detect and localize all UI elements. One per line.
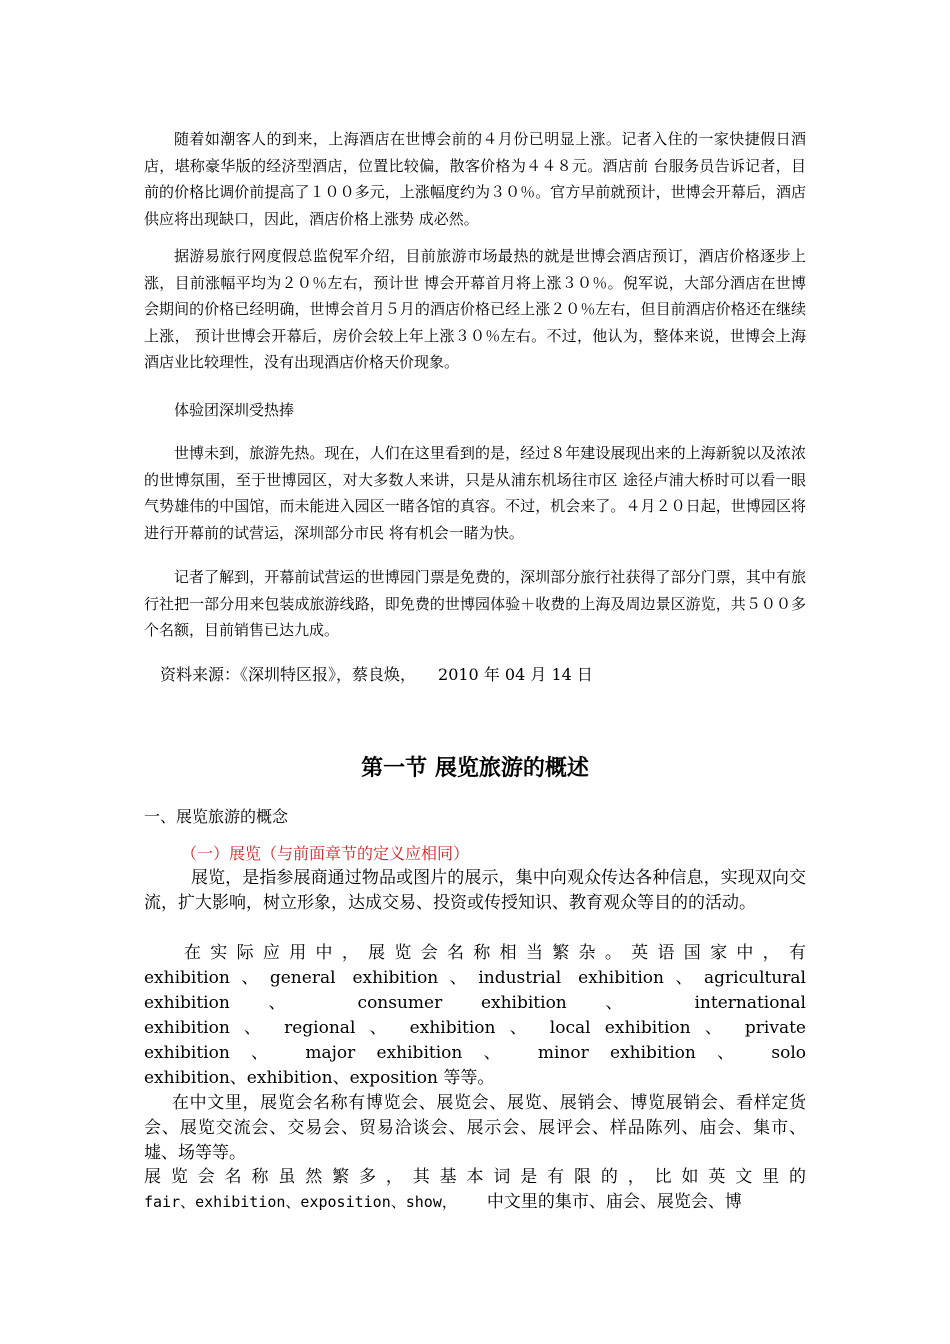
- text-line: 在 实 际 应 用 中 ， 展 览 会 名 称 相 当 繁 杂 。 英 语 国 家 中 ， 有: [184, 943, 806, 963]
- paragraph-hotel-prices: 随着如潮客人的到来，上海酒店在世博会前的４月份已明显上涨。记者入住的一家快捷假日酒店，堪称豪华版的经济型酒店，位置比较偏，散客价格为４４８元。酒店前 台服务员告诉记者，目前的价格比调价前提高了１００多元，上涨幅度约为３０％。官方早前就预计，世博会开幕后，酒店供应将出现缺口，因此，酒店价格上涨势 成必然。: [144, 130, 806, 228]
- paragraph-exhibition-names-chinese: 在中文里，展览会名称有博览会、展览会、展览、展销会、博览展销会、看样定货会、展览交流会、交易会、贸易洽谈会、展示会、展评会、样品陈列、庙会、集市、墟、场等等。: [144, 1093, 806, 1163]
- paragraph-exhibition-names-english: [144, 941, 806, 1091]
- paragraph-exhibition-definition: 展览，是指参展商通过物品或图片的展示，集中向观众传达各种信息，实现双向交流，扩大影响，树立形象，达成交易、投资或传授知识、教育观众等目的的活动。: [144, 868, 806, 913]
- text-line: exhibition、exhibition、exposition 等等。: [144, 1068, 495, 1088]
- subsubsection-title: （一）展览（与前面章节的定义应相同）: [181, 844, 470, 863]
- source-date: 2010 年 04 月 14 日: [438, 665, 593, 684]
- text-line: 展 览 会 名 称 虽 然 繁 多 ， 其 基 本 词 是 有 限 的 ， 比 如 英 文 里 的: [144, 1167, 806, 1187]
- subheading-shenzhen-tour: 体验团深圳受热捧: [174, 401, 295, 419]
- source-citation: [160, 661, 593, 689]
- subsection-title: 一、展览旅游的概念: [144, 807, 289, 826]
- text-line: exhibition、general exhibition、industrial exhibition、agricultural: [144, 968, 806, 988]
- text-line-english-terms: fair、exhibition、exposition、show，: [144, 1193, 457, 1211]
- paragraph-free-tickets: 记者了解到，开幕前试营运的世博园门票是免费的，深圳部分旅行社获得了部分门票，其中有旅行社把一部分用来包装成旅游线路，即免费的世博园体验＋收费的上海及周边景区游览，共５００多个名额，目前销售已达九成。: [144, 568, 806, 639]
- paragraph-expo-trial: 世博未到，旅游先热。现在，人们在这里看到的是，经过８年建设展现出来的上海新貌以及浓浓的世博氛围，至于世博园区，对大多数人来讲，只是从浦东机场往市区 途径卢浦大桥时可以看一眼气势雄伟的中国馆，而未能进入园区一睹各馆的真容。不过，机会来了。４月２０日起，世博园区将进行开幕前的试营运，深圳部分市民 将有机会一睹为快。: [144, 444, 806, 542]
- paragraph-travel-market: 据游易旅行网度假总监倪军介绍，目前旅游市场最热的就是世博会酒店预订，酒店价格逐步上涨，目前涨幅平均为２０％左右，预计世 博会开幕首月将上涨３０％。倪军说，大部分酒店在世博会期间的价格已经明确，世博会首月５月的酒店价格已经上涨２０％左右，但目前酒店价格还在继续上涨， 预计世博会开幕后，房价会较上年上涨３０％左右。不过，他认为，整体来说，世博会上海酒店业比较理性，没有出现酒店价格天价现象。: [144, 247, 806, 371]
- paragraph-basic-terms: [144, 1165, 806, 1215]
- text-line-chinese-terms: 中文里的集市、庙会、展览会、博: [486, 1192, 742, 1212]
- text-line: exhibition 、 regional 、 exhibition 、 local exhibition 、 private: [144, 1018, 806, 1038]
- text-line: exhibition 、 consumer exhibition 、 international: [144, 993, 806, 1013]
- text-line: exhibition 、 major exhibition 、 minor exhibition 、 solo: [144, 1043, 806, 1063]
- section-title: 第一节 展览旅游的概述: [361, 756, 589, 781]
- source-label: 资料来源：《深圳特区报》，蔡良焕，: [160, 665, 417, 684]
